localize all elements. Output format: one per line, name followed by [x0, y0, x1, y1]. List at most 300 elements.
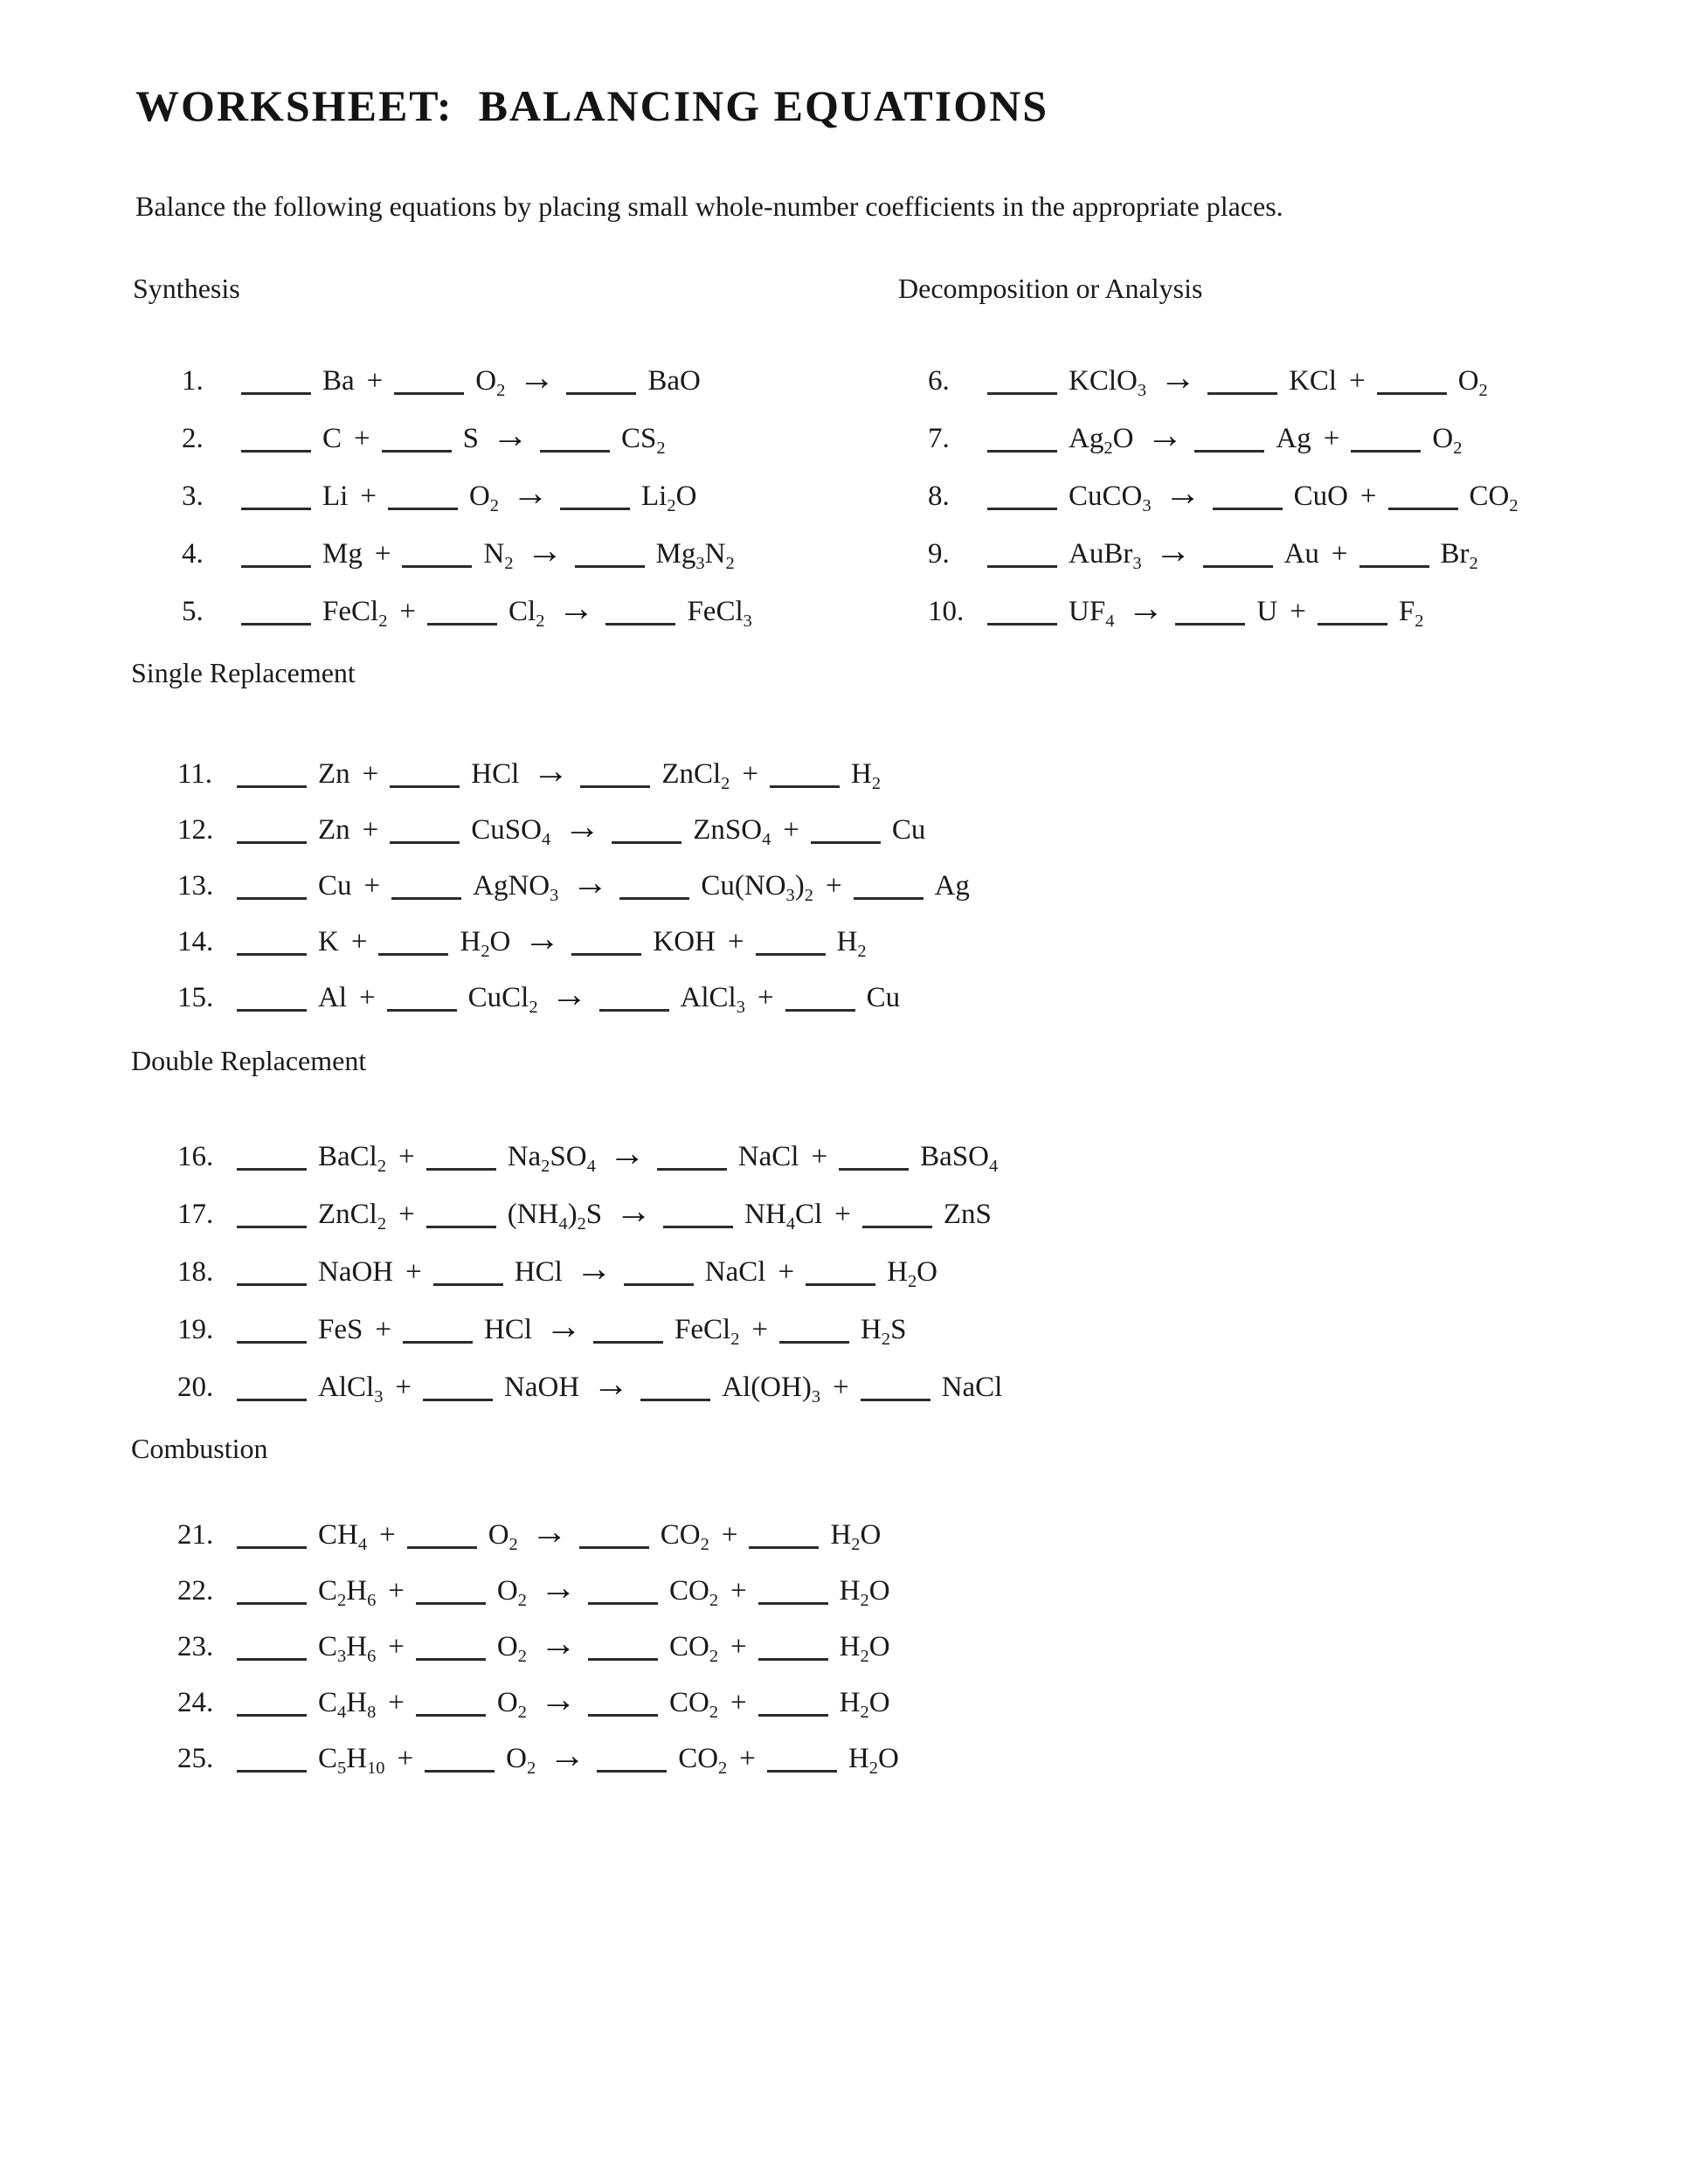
- coefficient-blank[interactable]: [403, 1339, 473, 1344]
- coefficient-blank[interactable]: [619, 895, 689, 900]
- coefficient-blank[interactable]: [597, 1768, 667, 1773]
- plus-sign: +: [374, 538, 391, 570]
- chemical-formula: AlCl$_3$: [318, 1372, 384, 1407]
- coefficient-blank[interactable]: [237, 1339, 307, 1344]
- reaction-arrow-icon: →: [557, 589, 595, 629]
- coefficient-blank[interactable]: [241, 448, 311, 453]
- plus-sign: +: [730, 1631, 747, 1662]
- coefficient-blank[interactable]: [571, 951, 641, 956]
- chemical-formula: Cu: [318, 870, 352, 902]
- coefficient-blank[interactable]: [612, 840, 681, 844]
- coefficient-blank[interactable]: [854, 895, 924, 900]
- chemical-formula: $(NH_4)_2S$: [507, 1199, 603, 1234]
- equation-number: 16.: [177, 1141, 214, 1172]
- coefficient-blank[interactable]: [237, 1166, 307, 1171]
- reaction-arrow-icon: →: [1127, 589, 1165, 629]
- equation-row: [177, 1356, 1013, 1413]
- equation-number: 14.: [177, 926, 214, 957]
- coefficient-blank[interactable]: [862, 1224, 932, 1228]
- chemical-formula: $O_2$: [1457, 365, 1488, 401]
- reaction-arrow-icon: →: [1154, 531, 1192, 571]
- chemical-formula: AlCl$_3$: [680, 982, 745, 1018]
- plus-sign: +: [399, 596, 417, 627]
- chemical-formula: $C_3H_6$: [318, 1631, 377, 1667]
- chemical-formula: NaCl: [704, 1256, 766, 1288]
- chemical-formula: $CO_2$: [668, 1575, 719, 1611]
- equation-row: [928, 580, 1530, 638]
- equation-number: 2.: [182, 423, 204, 454]
- coefficient-blank[interactable]: [237, 1600, 307, 1605]
- coefficient-blank[interactable]: [749, 1545, 819, 1549]
- coefficient-blank[interactable]: [1388, 506, 1458, 510]
- equation-row: [177, 855, 981, 911]
- reaction-arrow-icon: →: [1159, 358, 1197, 398]
- chemical-formula: HCl: [483, 1314, 532, 1345]
- coefficient-blank[interactable]: [756, 951, 826, 956]
- coefficient-blank[interactable]: [237, 1397, 307, 1401]
- equation-number: 1.: [182, 365, 204, 397]
- chemical-formula: $Cu(NO_3)_2$: [701, 870, 813, 906]
- chemical-formula: CuCl$_2$: [467, 982, 538, 1018]
- chemical-formula: HCl: [514, 1256, 563, 1288]
- plus-sign: +: [354, 423, 370, 454]
- reaction-arrow-icon: →: [571, 863, 609, 903]
- chemical-formula: KCl: [1289, 365, 1338, 397]
- chemical-formula: $CO_2$: [668, 1687, 719, 1723]
- equation-number: 7.: [928, 423, 950, 454]
- equation-number: 5.: [182, 596, 204, 627]
- chemical-formula: C: [322, 423, 342, 454]
- equation-number: 4.: [182, 538, 204, 570]
- plus-sign: +: [388, 1631, 405, 1662]
- equation-list-combustion: [177, 1504, 910, 1784]
- equation-list-double-replacement: [177, 1125, 1013, 1413]
- chemical-formula: $F_2$: [1398, 596, 1424, 632]
- chemical-formula: BaSO$_4$: [920, 1141, 999, 1177]
- coefficient-blank[interactable]: [579, 1545, 649, 1549]
- equation-number: 24.: [177, 1687, 214, 1718]
- equation-row: [177, 1672, 910, 1728]
- coefficient-blank[interactable]: [391, 895, 461, 900]
- chemical-formula: $N_2$: [483, 538, 514, 574]
- plus-sign: +: [739, 1743, 756, 1774]
- plus-sign: +: [363, 870, 381, 902]
- coefficient-blank[interactable]: [390, 784, 460, 788]
- chemical-formula: Ba: [322, 365, 355, 397]
- reaction-arrow-icon: →: [492, 416, 529, 456]
- plus-sign: +: [1349, 365, 1366, 397]
- chemical-formula: $C_5H_{10}$: [318, 1743, 385, 1779]
- coefficient-blank[interactable]: [407, 1545, 477, 1549]
- coefficient-blank[interactable]: [387, 1007, 457, 1012]
- chemical-formula: Cu: [891, 814, 926, 846]
- coefficient-blank[interactable]: [758, 1712, 828, 1717]
- chemical-formula: K: [318, 926, 339, 957]
- equation-row: [928, 349, 1530, 407]
- coefficient-blank[interactable]: [416, 1600, 486, 1605]
- coefficient-blank[interactable]: [241, 621, 311, 625]
- chemical-formula: CuO: [1293, 480, 1348, 512]
- chemical-formula: $Na_2SO_4$: [507, 1141, 596, 1177]
- equation-number: 25.: [177, 1743, 214, 1774]
- coefficient-blank[interactable]: [237, 1712, 307, 1717]
- section-heading-combustion: Combustion: [131, 1433, 268, 1464]
- coefficient-blank[interactable]: [1175, 621, 1245, 625]
- coefficient-blank[interactable]: [987, 448, 1057, 453]
- reaction-arrow-icon: →: [532, 751, 570, 791]
- chemical-formula: $H_2O$: [839, 1687, 890, 1723]
- coefficient-blank[interactable]: [237, 1656, 307, 1661]
- coefficient-blank[interactable]: [1318, 621, 1387, 625]
- coefficient-blank[interactable]: [423, 1397, 493, 1401]
- chemical-formula: NaCl: [737, 1141, 799, 1172]
- coefficient-blank[interactable]: [758, 1600, 828, 1605]
- coefficient-blank[interactable]: [425, 1768, 495, 1773]
- plus-sign: +: [730, 1687, 747, 1718]
- coefficient-blank[interactable]: [390, 840, 460, 844]
- chemical-formula: FeCl$_2$: [675, 1314, 740, 1350]
- coefficient-blank[interactable]: [237, 951, 307, 956]
- coefficient-blank[interactable]: [987, 506, 1057, 510]
- coefficient-blank[interactable]: [1377, 390, 1447, 395]
- equation-number: 22.: [177, 1575, 214, 1607]
- equation-number: 18.: [177, 1256, 214, 1288]
- equation-row: [177, 1298, 1013, 1356]
- chemical-formula: CuSO$_4$: [471, 814, 551, 850]
- equation-row: [182, 580, 764, 638]
- coefficient-blank[interactable]: [1207, 390, 1277, 395]
- reaction-arrow-icon: →: [523, 919, 561, 959]
- chemical-formula: $CS_2$: [621, 423, 666, 459]
- plus-sign: +: [783, 814, 799, 846]
- coefficient-blank[interactable]: [663, 1224, 733, 1228]
- coefficient-blank[interactable]: [416, 1656, 486, 1661]
- plus-sign: +: [397, 1743, 414, 1774]
- equation-row: [177, 911, 981, 967]
- coefficient-blank[interactable]: [758, 1656, 828, 1661]
- reaction-arrow-icon: →: [592, 1365, 630, 1405]
- plus-sign: +: [359, 982, 376, 1013]
- coefficient-blank[interactable]: [402, 563, 472, 568]
- coefficient-blank[interactable]: [1359, 563, 1429, 568]
- chemical-formula: Cu: [866, 982, 901, 1013]
- chemical-formula: $H_2O$: [830, 1519, 882, 1555]
- reaction-arrow-icon: →: [539, 1680, 577, 1720]
- chemical-formula: $Li_2O$: [641, 480, 697, 516]
- coefficient-blank[interactable]: [1203, 563, 1273, 568]
- coefficient-blank[interactable]: [566, 390, 636, 395]
- chemical-formula: $CO_2$: [660, 1519, 709, 1555]
- chemical-formula: $Cl_2$: [508, 596, 545, 632]
- equation-number: 9.: [928, 538, 950, 570]
- chemical-formula: Li: [322, 480, 349, 512]
- plus-sign: +: [366, 365, 384, 397]
- plus-sign: +: [1290, 596, 1306, 627]
- equation-row: [928, 522, 1530, 580]
- chemical-formula: $O_2$: [506, 1743, 536, 1779]
- equation-row: [177, 1616, 910, 1672]
- reaction-arrow-icon: →: [539, 1568, 577, 1608]
- plus-sign: +: [751, 1314, 769, 1345]
- chemical-formula: S: [462, 423, 479, 454]
- equation-number: 20.: [177, 1372, 214, 1403]
- equation-row: [182, 349, 764, 407]
- coefficient-blank[interactable]: [560, 506, 630, 510]
- equation-number: 11.: [177, 758, 213, 790]
- equation-row: [177, 1728, 910, 1784]
- coefficient-blank[interactable]: [987, 390, 1057, 395]
- chemical-formula: FeCl$_2$: [322, 596, 388, 632]
- coefficient-blank[interactable]: [1194, 448, 1264, 453]
- coefficient-blank[interactable]: [588, 1712, 658, 1717]
- plus-sign: +: [730, 1575, 747, 1607]
- coefficient-blank[interactable]: [237, 895, 307, 900]
- coefficient-blank[interactable]: [427, 621, 497, 625]
- chemical-formula: $CO_2$: [1469, 480, 1519, 516]
- plus-sign: +: [778, 1256, 795, 1288]
- coefficient-blank[interactable]: [241, 563, 311, 568]
- plus-sign: +: [398, 1199, 415, 1230]
- chemical-formula: U: [1256, 596, 1278, 627]
- chemical-formula: $O_2$: [468, 480, 500, 516]
- equation-row: [177, 1183, 1013, 1241]
- equation-row: [177, 799, 981, 855]
- coefficient-blank[interactable]: [237, 1007, 307, 1012]
- plus-sign: +: [388, 1575, 405, 1607]
- coefficient-blank[interactable]: [785, 1007, 855, 1012]
- plus-sign: +: [742, 758, 758, 790]
- coefficient-blank[interactable]: [426, 1224, 496, 1228]
- chemical-formula: $H_2O$: [847, 1743, 899, 1779]
- coefficient-blank[interactable]: [575, 563, 645, 568]
- chemical-formula: FeCl$_3$: [687, 596, 752, 632]
- plus-sign: +: [834, 1199, 851, 1230]
- plus-sign: +: [395, 1372, 412, 1403]
- chemical-formula: Au: [1283, 538, 1319, 570]
- chemical-formula: $O_2$: [475, 365, 506, 401]
- coefficient-blank[interactable]: [599, 1007, 669, 1012]
- coefficient-blank[interactable]: [1351, 448, 1421, 453]
- chemical-formula: $C_2H_6$: [318, 1575, 377, 1611]
- coefficient-blank[interactable]: [605, 621, 675, 625]
- plus-sign: +: [727, 926, 744, 957]
- coefficient-blank[interactable]: [237, 1224, 307, 1228]
- chemical-formula: KClO$_3$: [1069, 365, 1147, 401]
- chemical-formula: HCl: [471, 758, 520, 790]
- equation-row: [182, 465, 764, 522]
- equation-number: 10.: [928, 596, 965, 627]
- reaction-arrow-icon: →: [539, 1624, 577, 1664]
- plus-sign: +: [825, 870, 842, 902]
- plus-sign: +: [1331, 538, 1348, 570]
- coefficient-blank[interactable]: [640, 1397, 710, 1401]
- coefficient-blank[interactable]: [388, 506, 458, 510]
- equation-row: [928, 407, 1530, 465]
- equation-row: [177, 1504, 910, 1560]
- plus-sign: +: [360, 480, 377, 512]
- equation-number: 15.: [177, 982, 214, 1013]
- chemical-formula: $H_2S$: [861, 1314, 907, 1350]
- reaction-arrow-icon: →: [575, 1249, 612, 1289]
- equation-number: 21.: [177, 1519, 214, 1551]
- reaction-arrow-icon: →: [526, 531, 564, 571]
- equation-number: 19.: [177, 1314, 214, 1345]
- chemical-formula: ZnCl$_2$: [318, 1199, 387, 1234]
- coefficient-blank[interactable]: [767, 1768, 837, 1773]
- equation-row: [182, 407, 764, 465]
- coefficient-blank[interactable]: [241, 390, 311, 395]
- coefficient-blank[interactable]: [806, 1282, 875, 1286]
- reaction-arrow-icon: →: [550, 975, 588, 1015]
- equation-row: [177, 1125, 1013, 1183]
- reaction-arrow-icon: →: [608, 1134, 646, 1174]
- chemical-formula: ZnS: [943, 1199, 992, 1230]
- chemical-formula: $Ag_2O$: [1069, 423, 1134, 459]
- chemical-formula: $O_2$: [1432, 423, 1463, 459]
- chemical-formula: Ag: [934, 870, 970, 902]
- coefficient-blank[interactable]: [657, 1166, 727, 1171]
- coefficient-blank[interactable]: [540, 448, 610, 453]
- chemical-formula: $H_2$: [836, 926, 867, 962]
- plus-sign: +: [405, 1256, 422, 1288]
- coefficient-blank[interactable]: [241, 506, 311, 510]
- reaction-arrow-icon: →: [545, 1307, 582, 1347]
- plus-sign: +: [1359, 480, 1377, 512]
- coefficient-blank[interactable]: [378, 951, 448, 956]
- chemical-formula: $C_4H_8$: [318, 1687, 377, 1723]
- chemical-formula: NaOH: [504, 1372, 580, 1403]
- plus-sign: +: [811, 1141, 828, 1172]
- coefficient-blank[interactable]: [382, 448, 452, 453]
- chemical-formula: NaCl: [941, 1372, 1003, 1403]
- equation-number: 17.: [177, 1199, 214, 1230]
- coefficient-blank[interactable]: [433, 1282, 503, 1286]
- chemical-formula: BaO: [647, 365, 701, 397]
- plus-sign: +: [398, 1141, 415, 1172]
- chemical-formula: NaOH: [318, 1256, 394, 1288]
- chemical-formula: BaCl$_2$: [318, 1141, 387, 1177]
- chemical-formula: $CO_2$: [668, 1631, 719, 1667]
- coefficient-blank[interactable]: [987, 563, 1057, 568]
- chemical-formula: Zn: [318, 814, 350, 846]
- reaction-arrow-icon: →: [549, 1736, 586, 1776]
- chemical-formula: $Br_2$: [1440, 538, 1478, 574]
- coefficient-blank[interactable]: [811, 840, 881, 844]
- chemical-formula: FeS: [318, 1314, 363, 1345]
- chemical-formula: $H_2O$: [839, 1575, 890, 1611]
- equation-number: 3.: [182, 480, 204, 512]
- coefficient-blank[interactable]: [987, 621, 1057, 625]
- equation-number: 13.: [177, 870, 214, 902]
- equation-row: [177, 1241, 1013, 1298]
- chemical-formula: $H_2$: [851, 758, 882, 794]
- section-heading-double-replacement: Double Replacement: [131, 1045, 367, 1076]
- reaction-arrow-icon: →: [1146, 416, 1184, 456]
- coefficient-blank[interactable]: [237, 1545, 307, 1549]
- equation-number: 12.: [177, 814, 214, 846]
- reaction-arrow-icon: →: [530, 1512, 568, 1552]
- chemical-formula: CuCO$_3$: [1069, 480, 1152, 516]
- coefficient-blank[interactable]: [237, 1768, 307, 1773]
- reaction-arrow-icon: →: [518, 358, 556, 398]
- chemical-formula: $H_2O$: [887, 1256, 937, 1292]
- coefficient-blank[interactable]: [237, 784, 307, 788]
- plus-sign: +: [1323, 423, 1340, 454]
- equation-list-single-replacement: [177, 743, 981, 1023]
- chemical-formula: $NH_4Cl$: [744, 1199, 823, 1234]
- chemical-formula: $UF_4$: [1069, 596, 1115, 632]
- plus-sign: +: [362, 758, 379, 790]
- coefficient-blank[interactable]: [237, 1282, 307, 1286]
- chemical-formula: ZnSO$_4$: [693, 814, 771, 850]
- chemical-formula: $O_2$: [488, 1519, 518, 1555]
- chemical-formula: ZnCl$_2$: [661, 758, 730, 794]
- reaction-arrow-icon: →: [615, 1192, 653, 1232]
- plus-sign: +: [362, 814, 379, 846]
- plus-sign: +: [350, 926, 368, 957]
- equation-row: [177, 743, 981, 799]
- chemical-formula: $H_2O$: [460, 926, 511, 962]
- chemical-formula: $O_2$: [496, 1631, 527, 1667]
- chemical-formula: $O_2$: [496, 1575, 527, 1611]
- coefficient-blank[interactable]: [416, 1712, 486, 1717]
- coefficient-blank[interactable]: [426, 1166, 496, 1171]
- equation-number: 8.: [928, 480, 950, 512]
- plus-sign: +: [388, 1687, 405, 1718]
- chemical-formula: Zn: [318, 758, 350, 790]
- coefficient-blank[interactable]: [588, 1656, 658, 1661]
- coefficient-blank[interactable]: [839, 1166, 909, 1171]
- equation-row: [177, 967, 981, 1023]
- worksheet-title: WORKSHEET: BALANCING EQUATIONS: [135, 81, 1049, 130]
- equation-list-decomposition: [928, 349, 1530, 638]
- coefficient-blank[interactable]: [588, 1600, 658, 1605]
- plus-sign: +: [721, 1519, 738, 1551]
- coefficient-blank[interactable]: [624, 1282, 694, 1286]
- equation-row: [182, 522, 764, 580]
- reaction-arrow-icon: →: [564, 807, 601, 847]
- chemical-formula: $H_2O$: [839, 1631, 890, 1667]
- chemical-formula: $CO_2$: [678, 1743, 728, 1779]
- equation-list-synthesis: [182, 349, 764, 638]
- chemical-formula: $CH_4$: [318, 1519, 368, 1555]
- coefficient-blank[interactable]: [861, 1397, 930, 1401]
- coefficient-blank[interactable]: [770, 784, 840, 788]
- section-heading-single-replacement: Single Replacement: [131, 657, 356, 688]
- chemical-formula: $Al(OH)_3$: [722, 1372, 821, 1407]
- coefficient-blank[interactable]: [1213, 506, 1283, 510]
- coefficient-blank[interactable]: [237, 840, 307, 844]
- coefficient-blank[interactable]: [394, 390, 464, 395]
- chemical-formula: AuBr$_3$: [1069, 538, 1142, 574]
- chemical-formula: $Mg_3N_2$: [655, 538, 735, 574]
- chemical-formula: $O_2$: [496, 1687, 527, 1723]
- chemical-formula: KOH: [653, 926, 716, 957]
- chemical-formula: AgNO$_3$: [473, 870, 559, 906]
- coefficient-blank[interactable]: [593, 1339, 663, 1344]
- plus-sign: +: [833, 1372, 849, 1403]
- equation-row: [928, 465, 1530, 522]
- equation-number: 23.: [177, 1631, 214, 1662]
- coefficient-blank[interactable]: [580, 784, 650, 788]
- chemical-formula: Al: [318, 982, 347, 1013]
- equation-number: 6.: [928, 365, 950, 397]
- equation-row: [177, 1560, 910, 1616]
- coefficient-blank[interactable]: [779, 1339, 849, 1344]
- section-heading-decomposition: Decomposition or Analysis: [898, 273, 1203, 304]
- plus-sign: +: [757, 982, 774, 1013]
- chemical-formula: Ag: [1276, 423, 1311, 454]
